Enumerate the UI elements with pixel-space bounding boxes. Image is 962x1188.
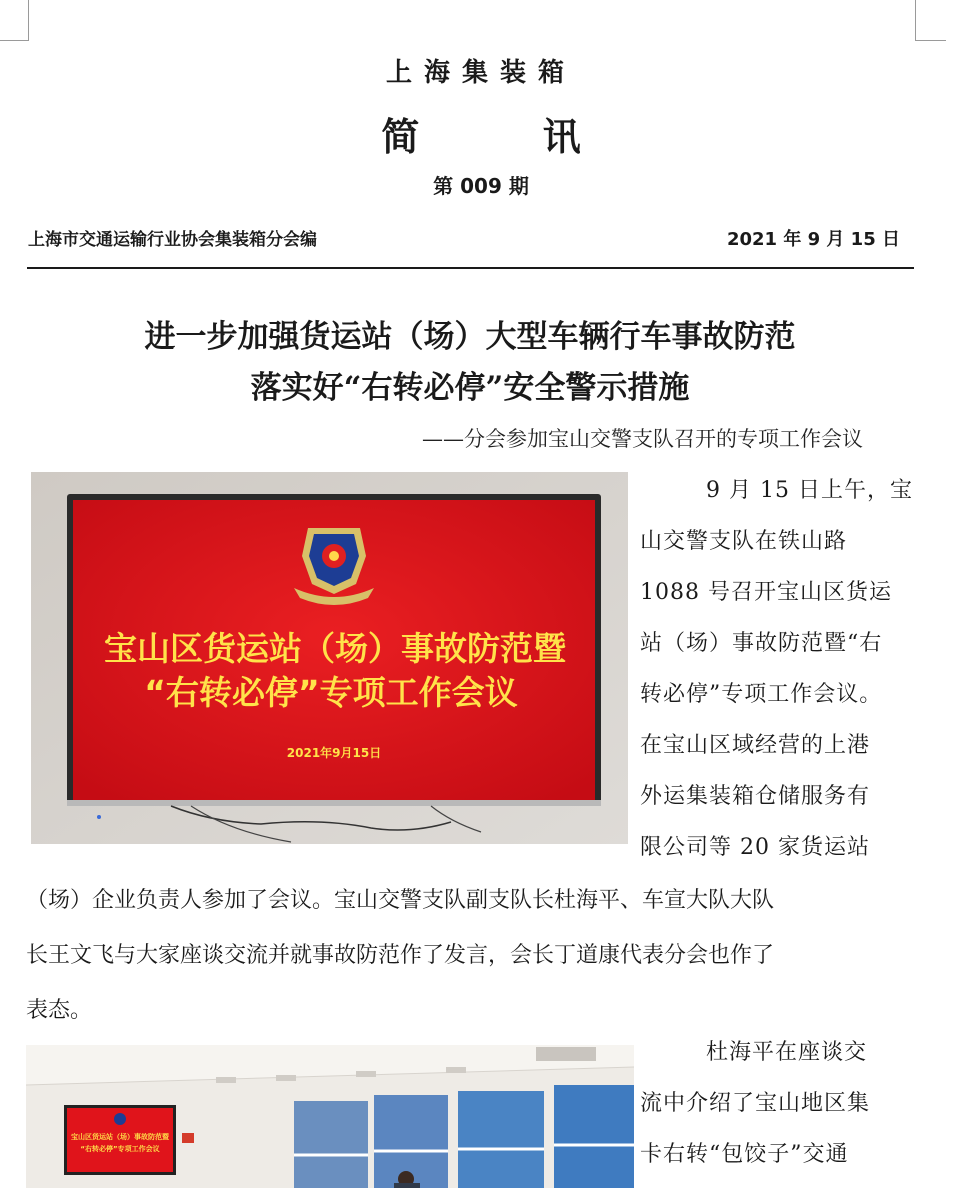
screen-title-line-2: “右转必停”专项工作会议 <box>80 1145 160 1153</box>
police-emblem-icon <box>294 528 374 605</box>
paragraph-line: 转必停”专项工作会议。 <box>640 682 883 707</box>
header-rule <box>27 267 914 269</box>
paragraph-1-full-width <box>26 873 914 1038</box>
screen-title-line-1: 宝山区货运站（场）事故防范暨 <box>104 629 566 668</box>
masthead-org: 上海集装箱 <box>385 58 576 88</box>
paragraph-1-side-column <box>640 465 914 873</box>
paragraph-line: 长王文飞与大家座谈交流并就事故防范作了发言，会长丁道康代表分会也作了 <box>26 943 775 968</box>
crop-mark-top-left <box>0 0 29 41</box>
screen-title-line-1: 宝山区货运站（场）事故防范暨 <box>71 1133 169 1141</box>
paragraph-line: 1088 号召开宝山区货运 <box>640 580 892 605</box>
paragraph-line: （场）企业负责人参加了会议。宝山交警支队副支队长杜海平、车宣大队大队 <box>26 888 775 913</box>
paragraph-2-side-column <box>640 1027 914 1180</box>
publish-date: 2021 年 9 月 15 日 <box>726 229 900 250</box>
masthead-title: 简 讯 <box>381 115 581 159</box>
subheading: ——分会参加宝山交警支队召开的专项工作会议 <box>422 427 863 451</box>
paragraph-line: 限公司等 20 家货运站 <box>640 835 870 860</box>
paragraph-line: 流中介绍了宝山地区集 <box>640 1091 871 1116</box>
crop-mark-top-right <box>915 0 946 41</box>
paragraph-line: 在宝山区域经营的上港 <box>640 733 871 758</box>
editor-line: 上海市交通运输行业协会集装箱分会编 <box>28 230 317 250</box>
meeting-screen-photo <box>31 472 628 844</box>
screen-title-line-2: “右转必停”专项工作会议 <box>144 673 518 712</box>
paragraph-line: 外运集装箱仓储服务有 <box>640 784 871 809</box>
headline-line-1: 进一步加强货运站（场）大型车辆行车事故防范 <box>144 319 796 355</box>
meeting-screen-illustration <box>31 472 628 844</box>
paragraph-line: 卡右转“包饺子”交通 <box>640 1142 849 1167</box>
meeting-room-photo <box>26 1045 634 1188</box>
paragraph-line: 9 月 15 日上午，宝 <box>706 478 913 503</box>
headline-line-2: 落实好“右转必停”安全警示措施 <box>250 370 690 406</box>
issue-number: 第 009 期 <box>433 174 529 198</box>
paragraph-line: 表态。 <box>26 998 93 1023</box>
meeting-room-illustration <box>26 1045 634 1188</box>
screen-date: 2021年9月15日 <box>286 746 382 760</box>
paragraph-line: 站（场）事故防范暨“右 <box>640 631 883 656</box>
paragraph-line: 杜海平在座谈交 <box>706 1040 868 1065</box>
paragraph-line: 山交警支队在铁山路 <box>640 529 848 554</box>
